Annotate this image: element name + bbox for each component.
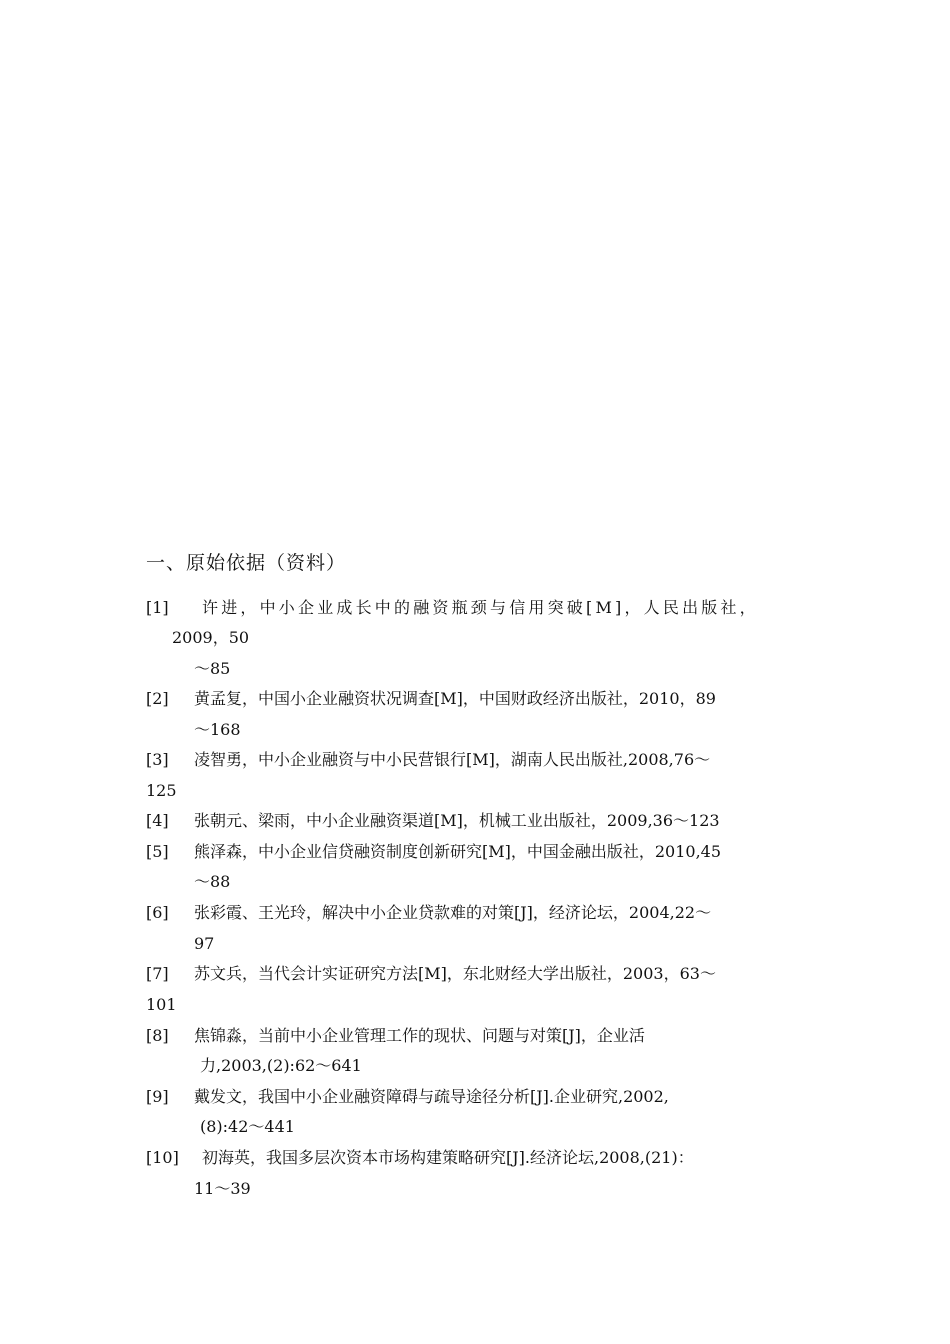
reference-number: [1] [146, 598, 169, 617]
reference-text-line: 张彩霞、王光玲，解决中小企业贷款难的对策[J]，经济论坛，2004,22～ [194, 903, 712, 922]
reference-text-line: 101 [146, 995, 177, 1014]
reference-number: [4] [146, 811, 169, 830]
reference-text-line: 凌智勇，中小企业融资与中小民营银行[M]，湖南人民出版社,2008,76～ [194, 750, 711, 769]
reference-text-line: 焦锦淼，当前中小企业管理工作的现状、问题与对策[J]，企业活 [194, 1026, 645, 1045]
reference-number: [5] [146, 842, 169, 861]
reference-text-line: 97 [194, 934, 215, 953]
reference-number: [8] [146, 1026, 169, 1045]
reference-number: [6] [146, 903, 169, 922]
reference-text-line: 力,2003,(2):62～641 [200, 1056, 362, 1075]
reference-text-line: 2009，50 [172, 628, 250, 647]
reference-text-line: 许进，中小企业成长中的融资瓶颈与信用突破[M]，人民出版社， [202, 598, 759, 617]
reference-number: [10] [146, 1148, 179, 1167]
reference-number: [3] [146, 750, 169, 769]
reference-text-line: 戴发文，我国中小企业融资障碍与疏导途径分析[J].企业研究,2002, [194, 1087, 669, 1106]
reference-number: [9] [146, 1087, 169, 1106]
reference-text-line: 苏文兵，当代会计实证研究方法[M]，东北财经大学出版社，2003，63～ [194, 964, 716, 983]
reference-text-line: (8):42～441 [200, 1117, 295, 1136]
reference-text-line: 125 [146, 781, 177, 800]
reference-text-line: 黄孟复，中国小企业融资状况调查[M]，中国财政经济出版社，2010，89 [194, 689, 716, 708]
reference-text-line: 熊泽森，中小企业信贷融资制度创新研究[M]，中国金融出版社，2010,45 [194, 842, 722, 861]
reference-text-line: ～88 [194, 872, 231, 891]
reference-text-line: 张朝元、梁雨，中小企业融资渠道[M]，机械工业出版社，2009,36～123 [194, 811, 720, 830]
reference-number: [2] [146, 689, 169, 708]
reference-text-line: ～85 [194, 659, 231, 678]
reference-text-line: 11～39 [194, 1179, 251, 1198]
reference-text-line: ～168 [194, 720, 241, 739]
reference-text-line: 初海英，我国多层次资本市场构建策略研究[J].经济论坛,2008,(21)： [202, 1148, 694, 1167]
reference-number: [7] [146, 964, 169, 983]
section-heading: 一、原始依据（资料） [146, 552, 347, 574]
